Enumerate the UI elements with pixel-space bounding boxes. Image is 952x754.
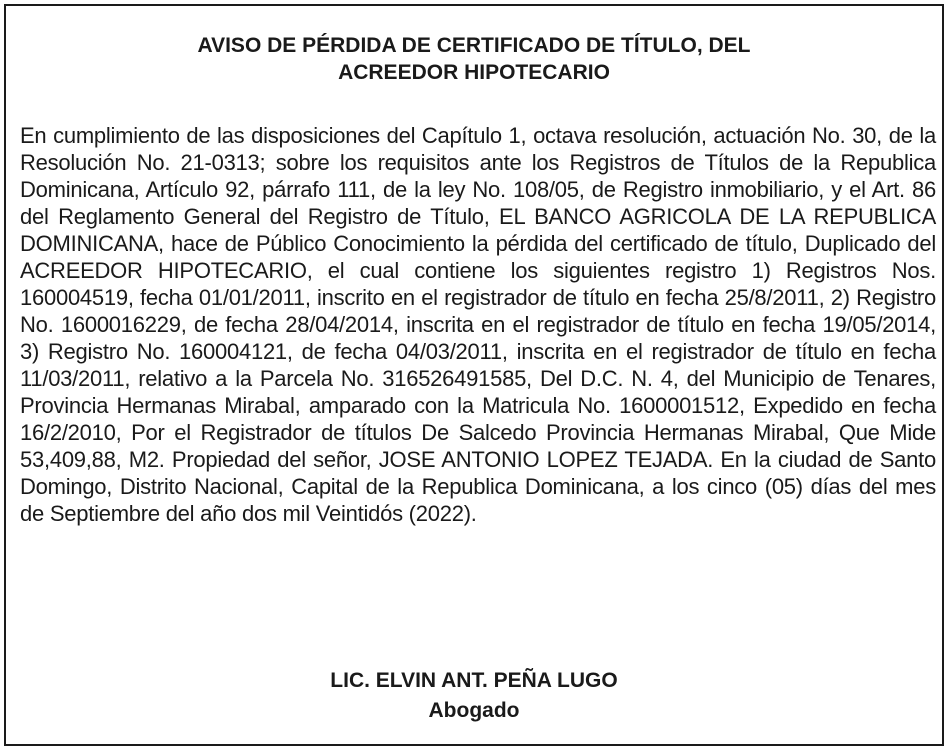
notice-title <box>6 32 942 86</box>
signer-name: LIC. ELVIN ANT. PEÑA LUGO <box>330 669 618 692</box>
notice-title-line-1: AVISO DE PÉRDIDA DE CERTIFICADO DE TÍTULO, DEL <box>197 34 751 57</box>
legal-notice-box <box>4 4 944 746</box>
notice-body: En cumplimiento de las disposiciones del Capítulo 1, octava resolución, actuación No. 30, de la Resolución No. 21-0313; sobre los requisitos ante los Registros de Títulos de la Republica Dominicana, Artículo 92, párrafo 111, de la ley No. 108/05, de Registro inmobiliario, y el Art. 86 del Reglamento General del Registro de Título, EL BANCO AGRICOLA DE LA REPUBLICA DOMINICANA, hace de Público Conocimiento la pérdida del certificado de título, Duplicado del ACREEDOR HIPOTECARIO, el cual contiene los siguientes registro 1) Registros Nos. 160004519, fecha 01/01/2011, inscrito en el registrador de título en fecha 25/8/2011, 2) Registro No. 1600016229, de fecha 28/04/2014, inscrita en el registrador de título en fecha 19/05/2014, 3) Registro No. 160004121, de fecha 04/03/2011, inscrita en el registrador de título en fecha 11/03/2011, relativo a la Parcela No. 316526491585, Del D.C. N. 4, del Municipio de Tenares, Provincia Hermanas Mirabal, amparado con la Matricula No. 1600001512, Expedido en fecha 16/2/2010, Por el Registrador de títulos De Salcedo Provincia Hermanas Mirabal, Que Mide 53,409,88, M2. Propiedad del señor, JOSE ANTONIO LOPEZ TEJADA. En la ciudad de Santo Domingo, Distrito Nacional, Capital de la Republica Dominicana, a los cinco (05) días del mes de Septiembre del año dos mil Veintidós (2022). <box>20 123 936 526</box>
notice-title-line-2: ACREEDOR HIPOTECARIO <box>338 61 610 84</box>
signer-role: Abogado <box>428 699 520 722</box>
signature-block <box>6 666 942 726</box>
